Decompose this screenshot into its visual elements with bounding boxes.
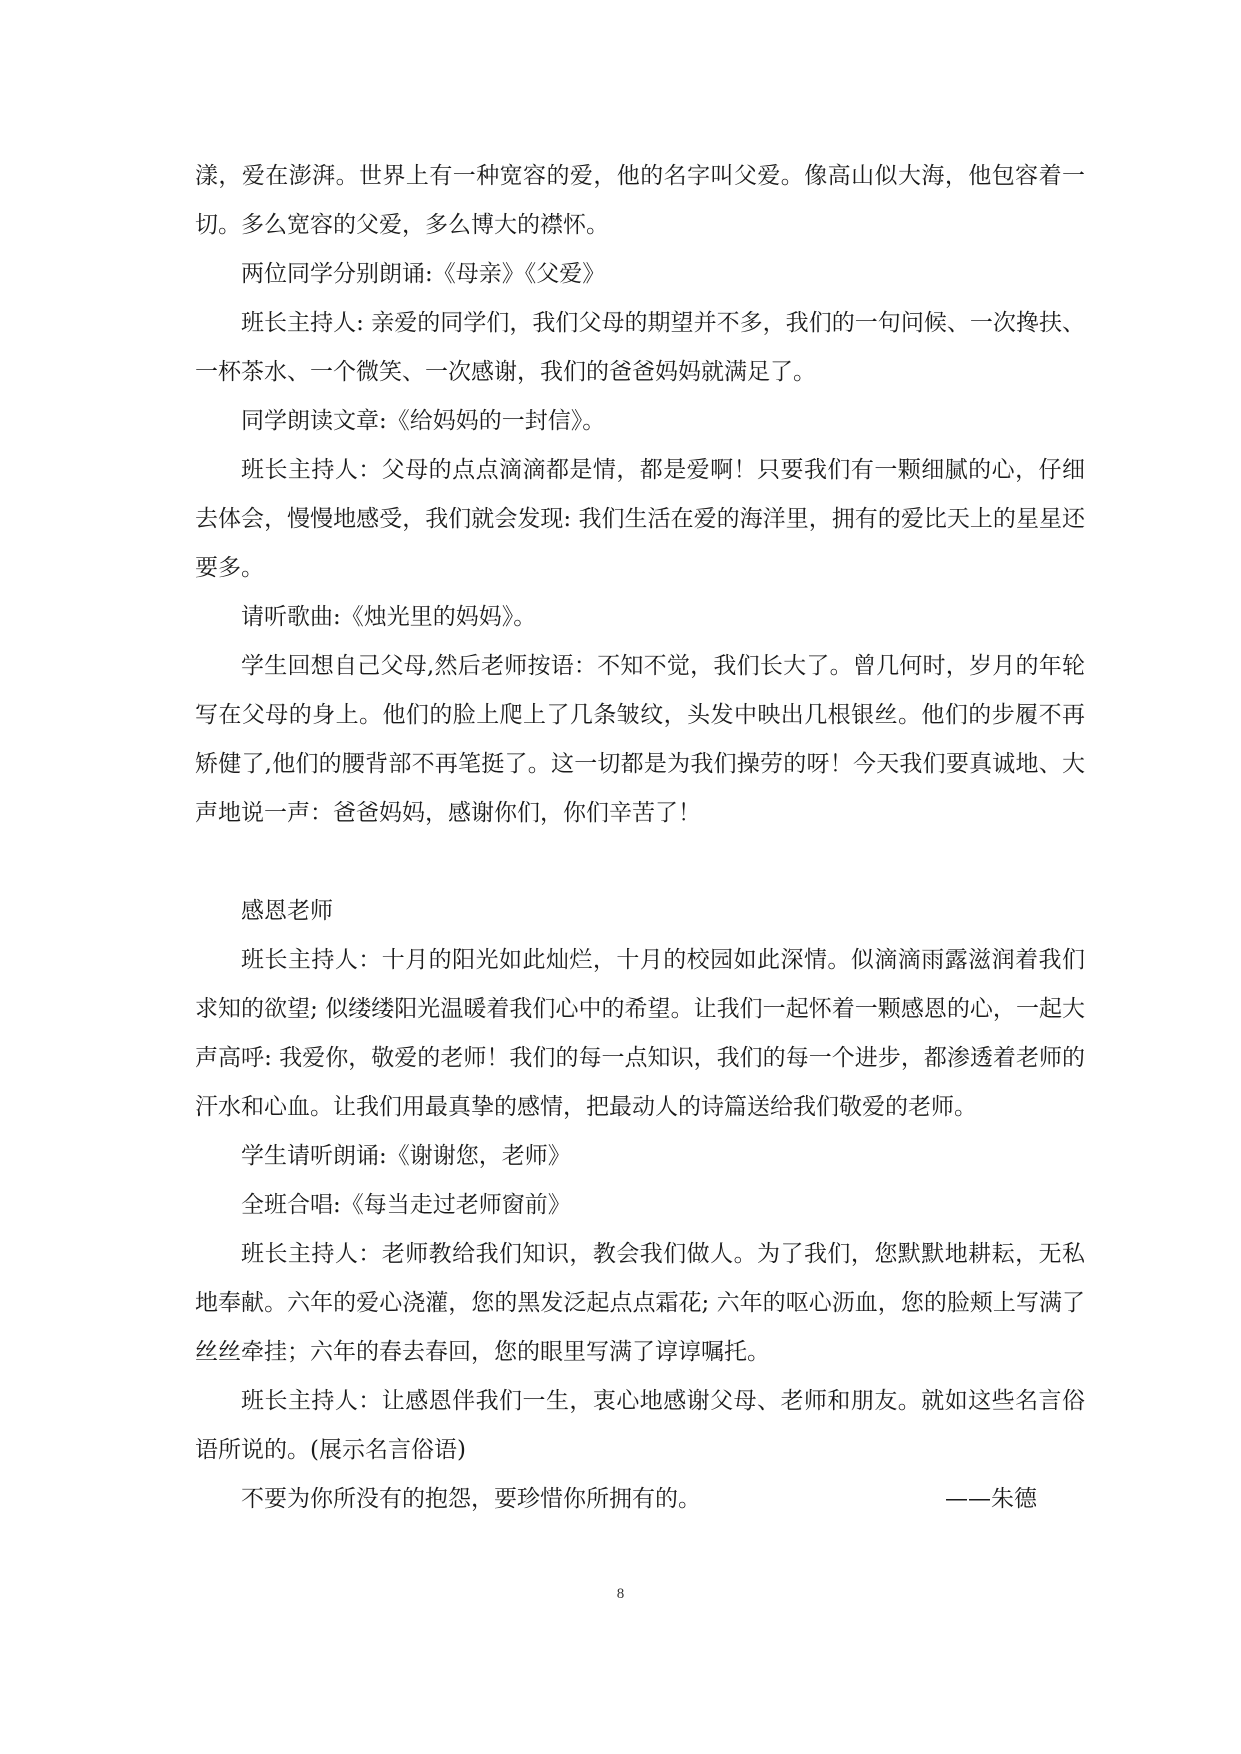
quote-author: ——朱德 — [945, 1486, 1037, 1512]
paragraph-student-recitation: 学生请听朗诵:《谢谢您，老师》 — [241, 1143, 571, 1169]
paragraph-host-teacher-devotion: 班长主持人：老师教给我们知识，教会我们做人。为了我们，您默默地耕耘，无私地奉献。六年的爱心浇灌，您的黑发泛起点点霜花; 六年的呕心沥血，您的脸颊上写满了丝丝牵挂；六年的春去春回，您的眼里写满了谆谆嘱托。 — [195, 1241, 1085, 1365]
paragraph-host-love: 班长主持人：父母的点点滴滴都是情，都是爱啊！只要我们有一颗细腻的心，仔细去体会，慢慢地感受，我们就会发现: 我们生活在爱的海洋里，拥有的爱比天上的星星还要多。 — [195, 457, 1085, 581]
paragraph-host-parents-expectation: 班长主持人: 亲爱的同学们，我们父母的期望并不多，我们的一句问候、一次搀扶、一杯茶水、一个微笑、一次感谢，我们的爸爸妈妈就满足了。 — [195, 310, 1085, 385]
section-heading-thank-teachers: 感恩老师 — [241, 898, 333, 924]
paragraph-teacher-remark: 学生回想自己父母,然后老师按语：不知不觉，我们长大了。曾几何时，岁月的年轮写在父母的身上。他们的脸上爬上了几条皱纹，头发中映出几根银丝。他们的步履不再矫健了,他们的腰背部不再笔挺了。这一切都是为我们操劳的呀！今天我们要真诚地、大声地说一声：爸爸妈妈，感谢你们，你们辛苦了！ — [195, 653, 1085, 826]
paragraph-song: 请听歌曲:《烛光里的妈妈》。 — [241, 604, 537, 630]
paragraph-continuation: 漾，爱在澎湃。世界上有一种宽容的爱，他的名字叫父爱。像高山似大海，他包容着一切。多么宽容的父爱，多么博大的襟怀。 — [195, 163, 1085, 238]
paragraph-recitation: 两位同学分别朗诵:《母亲》《父爱》 — [241, 261, 606, 287]
page-body — [195, 152, 1085, 1524]
paragraph-host-october: 班长主持人：十月的阳光如此灿烂，十月的校园如此深情。似滴滴雨露滋润着我们求知的欲望; 似缕缕阳光温暖着我们心中的希望。让我们一起怀着一颗感恩的心，一起大声高呼: 我爱你，敬爱的老师！我们的每一点知识，我们的每一个进步，都渗透着老师的汗水和心血。让我们用最真挚的感情，把最动人的诗篇送给我们敬爱的老师。 — [195, 947, 1085, 1120]
paragraph-letter-reading: 同学朗读文章:《给妈妈的一封信》。 — [241, 408, 606, 434]
paragraph-class-chorus: 全班合唱:《每当走过老师窗前》 — [241, 1192, 571, 1218]
paragraph-host-gratitude: 班长主持人：让感恩伴我们一生，衷心地感谢父母、老师和朋友。就如这些名言俗语所说的。(展示名言俗语) — [195, 1388, 1085, 1463]
section-spacer — [195, 838, 1085, 887]
quote-text: 不要为你所没有的抱怨，要珍惜你所拥有的。 — [241, 1486, 701, 1512]
quote-row — [195, 1475, 1085, 1524]
page-number: 8 — [616, 1586, 625, 1602]
